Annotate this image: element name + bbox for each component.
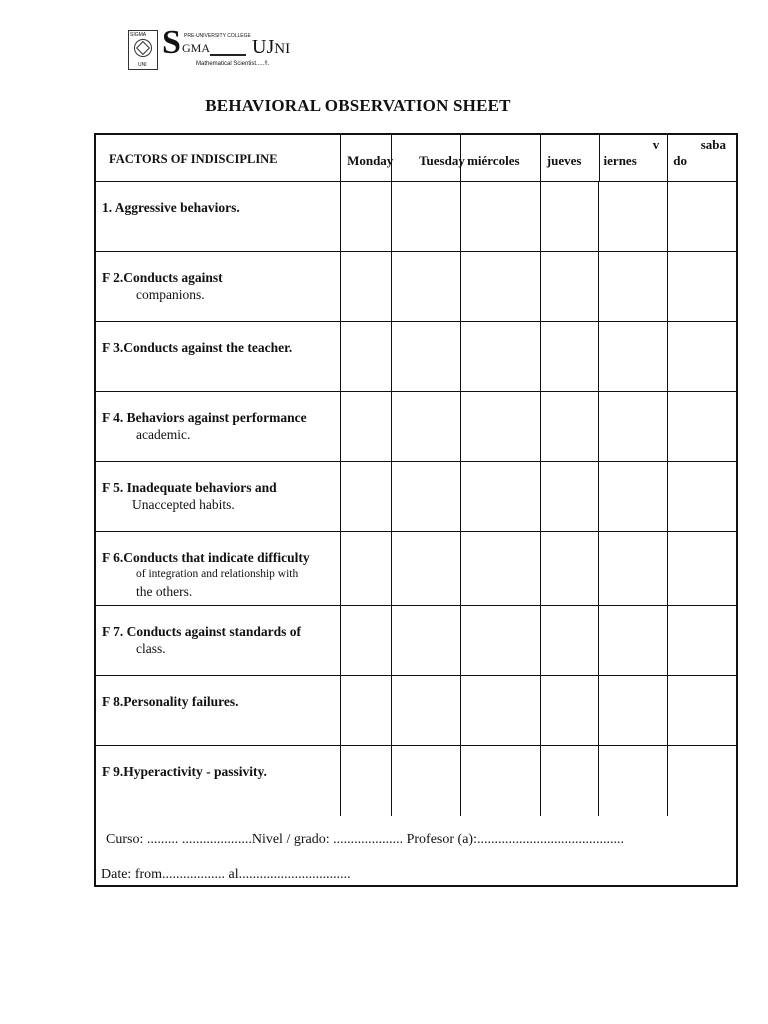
seal-emblem bbox=[128, 30, 158, 70]
day-check-cell[interactable] bbox=[391, 182, 460, 251]
header-sabado-top: saba bbox=[700, 137, 726, 152]
day-check-cell[interactable] bbox=[540, 606, 599, 675]
day-check-cell[interactable] bbox=[540, 676, 599, 745]
page-title: BEHAVIORAL OBSERVATION SHEET bbox=[205, 96, 511, 115]
header-jueves: jueves bbox=[540, 135, 599, 181]
day-check-cell[interactable] bbox=[667, 322, 736, 391]
day-check-cell[interactable] bbox=[540, 322, 599, 391]
day-check-cell[interactable] bbox=[391, 252, 460, 321]
day-check-cell[interactable] bbox=[460, 746, 540, 816]
day-check-cell[interactable] bbox=[340, 322, 391, 391]
day-check-cell[interactable] bbox=[340, 532, 391, 605]
factor-continuation: companions. bbox=[136, 287, 205, 302]
table-row bbox=[96, 606, 736, 676]
day-check-cell[interactable] bbox=[391, 322, 460, 391]
header-tuesday: Tuesday bbox=[391, 135, 460, 181]
observation-table bbox=[94, 133, 738, 887]
day-check-cell[interactable] bbox=[598, 746, 667, 816]
day-check-cell[interactable] bbox=[667, 462, 736, 531]
day-check-cell[interactable] bbox=[340, 182, 391, 251]
day-check-cell[interactable] bbox=[667, 606, 736, 675]
day-check-cell[interactable] bbox=[667, 746, 736, 816]
day-check-cell[interactable] bbox=[540, 746, 599, 816]
day-check-cell[interactable] bbox=[598, 392, 667, 461]
header-factors: FACTORS OF INDISCIPLINE bbox=[109, 152, 278, 166]
day-check-cell[interactable] bbox=[667, 532, 736, 605]
factor-title: F 4. Behaviors against performance bbox=[102, 410, 307, 425]
factor-title: F 3.Conducts against the teacher. bbox=[102, 340, 293, 355]
factor-title: F 6.Conducts that indicate difficulty bbox=[102, 550, 310, 565]
logo-ujni-small: NI bbox=[274, 41, 291, 57]
day-check-cell[interactable] bbox=[667, 252, 736, 321]
college-logo bbox=[128, 24, 308, 74]
logo-ujni bbox=[252, 36, 290, 59]
day-check-cell[interactable] bbox=[460, 606, 540, 675]
day-check-cell[interactable] bbox=[667, 676, 736, 745]
header-sabado-bottom: do bbox=[673, 153, 687, 168]
factor-label bbox=[96, 462, 340, 531]
header-sabado bbox=[667, 135, 736, 181]
footer-date-line: Date: from.................. al................................ bbox=[101, 867, 351, 882]
factor-label bbox=[96, 392, 340, 461]
seal-top-text: SIGMA bbox=[130, 32, 147, 38]
header-miercoles: miércoles bbox=[460, 135, 540, 181]
logo-gma: GMA bbox=[182, 41, 211, 55]
logo-tagline: Mathematical Scientist.....!!. bbox=[196, 61, 270, 67]
table-row bbox=[96, 182, 736, 252]
factor-continuation: Unaccepted habits. bbox=[132, 497, 235, 512]
day-check-cell[interactable] bbox=[540, 532, 599, 605]
day-check-cell[interactable] bbox=[391, 676, 460, 745]
logo-divider bbox=[210, 54, 246, 56]
day-check-cell[interactable] bbox=[598, 322, 667, 391]
logo-college: PRE-UNIVERSITY COLLEGE bbox=[184, 33, 251, 39]
factor-title: F 5. Inadequate behaviors and bbox=[102, 480, 277, 495]
header-viernes bbox=[599, 135, 668, 181]
factor-continuation: academic. bbox=[136, 427, 191, 442]
day-check-cell[interactable] bbox=[540, 182, 599, 251]
day-check-cell[interactable] bbox=[460, 532, 540, 605]
day-check-cell[interactable] bbox=[391, 532, 460, 605]
day-check-cell[interactable] bbox=[598, 462, 667, 531]
day-check-cell[interactable] bbox=[540, 392, 599, 461]
day-check-cell[interactable] bbox=[340, 746, 391, 816]
day-check-cell[interactable] bbox=[598, 532, 667, 605]
table-row bbox=[96, 252, 736, 322]
header-viernes-top: v bbox=[652, 137, 660, 152]
day-check-cell[interactable] bbox=[340, 606, 391, 675]
logo-big-letter: S bbox=[162, 24, 180, 61]
factor-title: F 2.Conducts against bbox=[102, 270, 223, 285]
day-check-cell[interactable] bbox=[460, 462, 540, 531]
day-check-cell[interactable] bbox=[460, 322, 540, 391]
factor-label bbox=[96, 532, 340, 605]
factor-label bbox=[96, 252, 340, 321]
day-check-cell[interactable] bbox=[391, 606, 460, 675]
table-header-row bbox=[96, 135, 736, 182]
day-check-cell[interactable] bbox=[540, 462, 599, 531]
header-viernes-bottom: iernes bbox=[603, 153, 637, 168]
day-check-cell[interactable] bbox=[667, 392, 736, 461]
day-check-cell[interactable] bbox=[598, 606, 667, 675]
factor-title: F 7. Conducts against standards of bbox=[102, 624, 302, 639]
day-check-cell[interactable] bbox=[391, 746, 460, 816]
day-check-cell[interactable] bbox=[540, 252, 599, 321]
factor-continuation: the others. bbox=[136, 584, 193, 599]
compass-icon bbox=[134, 39, 152, 57]
factor-continuation: of integration and relationship with bbox=[136, 568, 299, 580]
factor-label bbox=[96, 746, 340, 816]
day-check-cell[interactable] bbox=[598, 252, 667, 321]
day-check-cell[interactable] bbox=[460, 182, 540, 251]
factor-title: F 8.Personality failures. bbox=[102, 694, 239, 709]
day-check-cell[interactable] bbox=[391, 392, 460, 461]
day-check-cell[interactable] bbox=[340, 676, 391, 745]
factor-label bbox=[96, 676, 340, 745]
footer-curso-line: Curso: ......... ....................Nivel / grado: .................... Profesor (a):.......................................... bbox=[106, 832, 624, 847]
factor-label bbox=[96, 182, 340, 251]
day-check-cell[interactable] bbox=[598, 182, 667, 251]
day-check-cell[interactable] bbox=[340, 252, 391, 321]
table-row bbox=[96, 462, 736, 532]
factor-label bbox=[96, 322, 340, 391]
day-check-cell[interactable] bbox=[667, 182, 736, 251]
factor-continuation: class. bbox=[136, 641, 166, 656]
day-check-cell[interactable] bbox=[391, 462, 460, 531]
factor-title: 1. Aggressive behaviors. bbox=[102, 200, 240, 215]
day-check-cell[interactable] bbox=[460, 252, 540, 321]
factor-label bbox=[96, 606, 340, 675]
table-row bbox=[96, 676, 736, 746]
day-check-cell[interactable] bbox=[460, 676, 540, 745]
seal-bottom-text: UNI bbox=[138, 62, 147, 68]
table-row bbox=[96, 322, 736, 392]
table-row bbox=[96, 746, 736, 816]
day-check-cell[interactable] bbox=[340, 392, 391, 461]
day-check-cell[interactable] bbox=[598, 676, 667, 745]
day-check-cell[interactable] bbox=[340, 462, 391, 531]
table-row bbox=[96, 392, 736, 462]
table-footer-row bbox=[96, 816, 736, 885]
table-row bbox=[96, 532, 736, 606]
day-check-cell[interactable] bbox=[460, 392, 540, 461]
factor-title: F 9.Hyperactivity - passivity. bbox=[102, 764, 267, 779]
logo-ujni-main: UJ bbox=[252, 36, 275, 58]
header-monday: Monday bbox=[340, 135, 391, 181]
